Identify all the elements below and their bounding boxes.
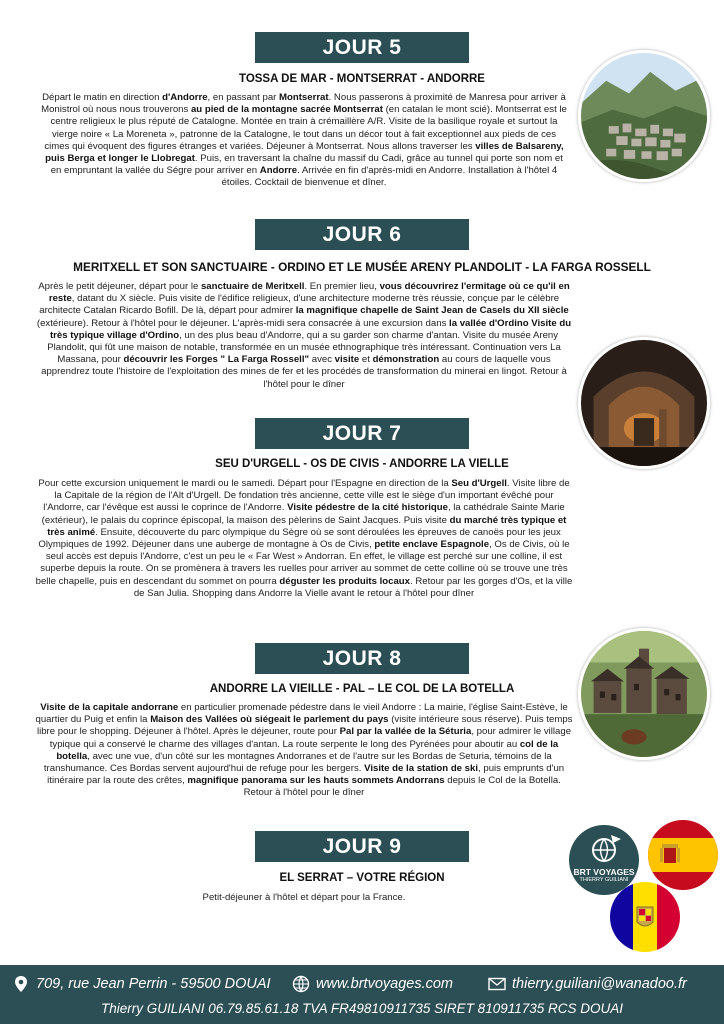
- day-6-banner: JOUR 6: [255, 219, 469, 250]
- day-7-text: Pour cette excursion uniquement le mardi ou le samedi. Départ pour l'Espagne en direction de la Seu d'Urgell. Visite libre de la Capitale de la région de l'Alt d'Urgell. De fondation très ancienne, cette ville est le siège d'un important évêché pour l'Andorre, car l'évêque est aussi le coprince de l'Andorre. Visite pédestre de la cité historique, la cathédrale Sainte Marie (extérieur), le palais du coprince épiscopal, la maison des pèlerins de Saint Jacques. Puis visite du marché très typique et très animé. Ensuite, découverte du parc olympique du Sègre où se sont déroulées les épreuves de canoës pour les jeux Olympiques de 1992. Déjeuner dans une auberge de montagne à Os de Civis, petite enclave Espagnole, Os de Civis, où le seul accès est depuis l'Andorre, c'est un peu le « Far West » Andorran. En effet, le village est perché sur une colline, il est superbe depuis la route. On se promènera à travers les ruelles pour arriver au sommet de cette colline où se trouve une très belle chapelle, puis en descendant du sommet on pourra déguster les produits locaux. Retour par les gorges d'Os, et la ville de San Julia. Shopping dans Andorre la Vielle avant le retour à l'hôtel pour dîner: [35, 478, 573, 599]
- day-7-banner: JOUR 7: [255, 418, 469, 449]
- footer-legal: Thierry GUILIANI 06.79.85.61.18 TVA FR49810911735 SIRET 810911735 RCS DOUAI: [100, 1001, 624, 1016]
- day-7-title: SEU D'URGELL - OS DE CIVIS - ANDORRE LA VIELLE: [215, 458, 509, 470]
- location-pin-icon: [12, 975, 30, 993]
- day-6-photo: [578, 337, 710, 469]
- spain-flag: [648, 820, 718, 890]
- day-8-photo: [578, 628, 710, 760]
- logo-line2: THIERRY GUILIANI: [579, 877, 629, 883]
- footer-contact-row: [0, 975, 724, 997]
- footer-email-link[interactable]: thierry.guiliani@wanadoo.fr: [512, 976, 687, 992]
- day-9-banner: JOUR 9: [255, 831, 469, 862]
- day-8-text: Visite de la capitale andorrane en particulier promenade pédestre dans le vieil Andorre : La mairie, l'église Saint-Estève, le quartier du Puig et enfin la Maison des Vallées où siégeait le parlement du pays (visite intérieure sous réserve). Puis temps libre pour le shopping. Déjeuner à l'hôtel. Après le déjeuner, route pour Pal par la vallée de la Séturia, pour admirer le village typique qui a conservé le charme des villages d'antan. La route serpente le long des Pyrénées pour aboutir au col de la botella, avec une vue, d'un côté sur les montagnes Andorranes et de l'autre sur les Bordas de Seturia, témoins de la transhumance. Ces Bordas servent aujourd'hui de refuge pour les bergers. Visite de la station de ski, puis emprunts d'un itinéraire par la route des crêtes, magnifique panorama sur les hauts sommets Andorrans depuis le Col de la Botella. Retour à l'hôtel pour le dîner: [35, 702, 573, 799]
- andorra-flag: [610, 882, 680, 952]
- footer-address: [12, 975, 271, 993]
- day-5-banner: JOUR 5: [255, 32, 469, 63]
- day-9-title: EL SERRAT – VOTRE RÉGION: [279, 872, 445, 884]
- logo-line1: BRT VOYAGES: [573, 867, 635, 877]
- footer-website-link[interactable]: www.brtvoyages.com: [316, 976, 453, 992]
- day-5-text: Départ le matin en direction d'Andorre, en passant par Montserrat. Nous passerons à proximité de Manresa pour arriver à Monistrol où nous nous trouverons au pied de la montagne sacrée Montserrat (en catalan le mont scié). Montserrat est le centre religieux le plus réputé de Catalogne. Montée en train à crémaillère A/R. Visite de la basilique royale et surtout la vierge noire « La Moreneta », patronne de la Catalogne, le tout dans un décor tout à fait exceptionnel aux pieds de ces cimes qui évoquent des figures étranges et variées. Déjeuner à Montserrat. Nous allons traverser les villes de Balsareny, puis Berga et longer le Llobregat. Puis, en traversant la chaîne du massif du Cadi, grâce au tunnel qui porte son nom et en empruntant la vallée du Ségre pour arriver en Andorre. Arrivée en fin d'après-midi en Andorre. Installation à l'hôtel 4 étoiles. Cocktail de bienvenue et dîner.: [41, 92, 567, 189]
- globe-icon: [292, 975, 310, 993]
- day-8-banner: JOUR 8: [255, 643, 469, 674]
- globe-plane-icon: [569, 825, 639, 895]
- footer-email[interactable]: [488, 975, 687, 993]
- day-6-text: Après le petit déjeuner, départ pour le sanctuaire de Meritxell. En premier lieu, vous découvrirez l'ermitage où ce qu'il en reste, datant du X siècle. Puis visite de l'édifice religieux, d'une architecture moderne très réussie, conçue par le célèbre architecte Catalan Ricardo Bofill. De là, départ pour admirer la magnifique chapelle de Saint Jean de Casels du XII siècle (extérieure). Retour à l'hôtel pour le déjeuner. L'après-midi sera consacrée à une excursion dans la vallée d'Ordino Visite du très typique village d'Ordino, un des plus beau d'Andorre, qui a su garder son charme d'antan. Visite du musée Areny Plandolit, qui fût une maison de notable, transformée en un musée ethnographique très intéressant. Continuation vers La Massana, pour découvrir les Forges " La Farga Rossell" avec visite et démonstration au cours de laquelle vous apprendrez toute l'histoire de l'exploitation des mines de fer et les procédés de transformation du minerai en lingot. Retour à l'hôtel pour le dîner: [36, 281, 572, 390]
- brt-voyages-logo: [569, 825, 639, 895]
- footer-address-text: 709, rue Jean Perrin - 59500 DOUAI: [36, 976, 271, 992]
- footer-website[interactable]: [292, 975, 453, 993]
- day-5-title: TOSSA DE MAR - MONTSERRAT - ANDORRE: [239, 73, 485, 85]
- day-5-photo: [578, 50, 710, 182]
- day-8-title: ANDORRE LA VIEILLE - PAL – LE COL DE LA BOTELLA: [209, 683, 515, 695]
- day-9-text: Petit-déjeuner à l'hôtel et départ pour la France.: [202, 892, 406, 903]
- envelope-icon: [488, 975, 506, 993]
- day-6-title: MERITXELL ET SON SANCTUAIRE - ORDINO ET LE MUSÉE ARENY PLANDOLIT - LA FARGA ROSSELL: [73, 260, 651, 274]
- footer: [0, 965, 724, 1024]
